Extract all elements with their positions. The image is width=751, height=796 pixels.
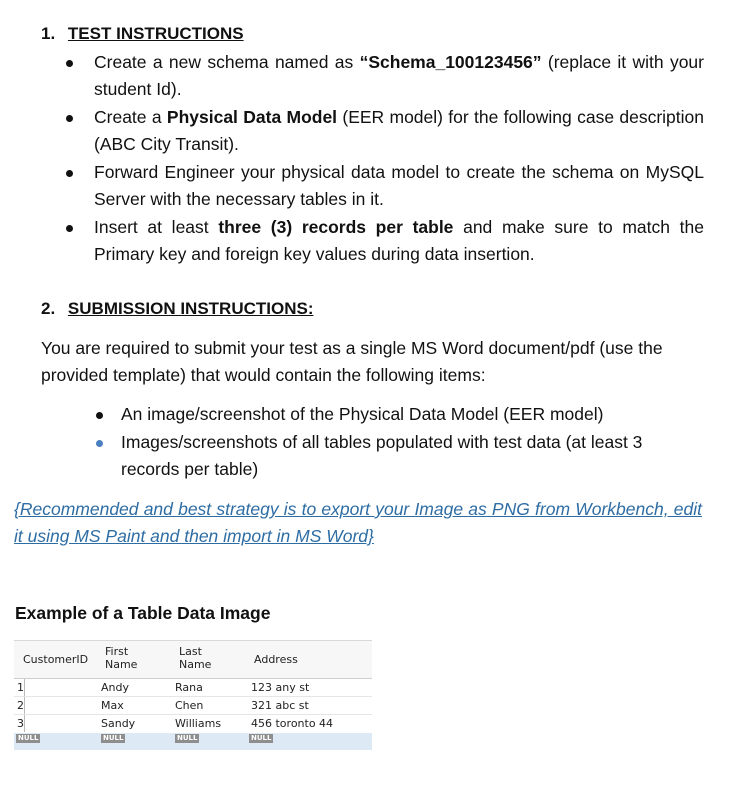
bullet-icon	[66, 225, 73, 232]
table-row: 2 Max Chen 321 abc st	[14, 697, 372, 714]
bullet-icon	[66, 115, 73, 122]
section-1-title: TEST INSTRUCTIONS	[67, 24, 244, 43]
null-badge: NULL	[251, 734, 272, 742]
column-header: Last Name	[179, 645, 212, 671]
section-2-heading	[41, 299, 313, 319]
null-badge: NULL	[18, 734, 39, 742]
list-item: Create a Physical Data Model (EER model) for the following case description (ABC City Transit).	[66, 104, 706, 158]
column-header: Address	[254, 653, 298, 666]
section-2-number: 2.	[41, 299, 56, 318]
list-item: Create a new schema named as “Schema_100123456” (replace it with your student Id).	[66, 49, 706, 103]
recommendation-note: {Recommended and best strategy is to export your Image as PNG from Workbench, edit it using MS Paint and then import in MS Word}	[14, 499, 702, 546]
section-2-title: SUBMISSION INSTRUCTIONS:	[67, 299, 314, 318]
list-item: Images/screenshots of all tables populated with test data (at least 3 records per table)	[96, 429, 706, 483]
submission-intro: You are required to submit your test as a single MS Word document/pdf (use the provided template) that would contain the following items:	[41, 338, 663, 385]
list-item: An image/screenshot of the Physical Data Model (EER model)	[96, 401, 706, 428]
table-header	[14, 641, 372, 679]
table-row: 1 Andy Rana 123 any st	[14, 679, 372, 696]
section-1-heading	[41, 24, 244, 44]
bullet-icon	[96, 412, 103, 419]
null-badge: NULL	[103, 734, 124, 742]
example-table-image	[14, 640, 372, 752]
table-row: 3 Sandy Williams 456 toronto 44	[14, 715, 372, 732]
column-header: First Name	[105, 645, 138, 671]
bullet-icon	[66, 60, 73, 67]
table-row-null	[14, 733, 372, 750]
column-header: CustomerID	[23, 653, 89, 666]
example-heading: Example of a Table Data Image	[15, 603, 271, 623]
null-badge: NULL	[177, 734, 198, 742]
bullet-icon	[66, 170, 73, 177]
section-1-number: 1.	[41, 24, 56, 43]
list-item: Forward Engineer your physical data model to create the schema on MySQL Server with the necessary tables in it.	[66, 159, 706, 213]
list-item: Insert at least three (3) records per table and make sure to match the Primary key and foreign key values during data insertion.	[66, 214, 706, 268]
bullet-icon	[96, 440, 103, 447]
